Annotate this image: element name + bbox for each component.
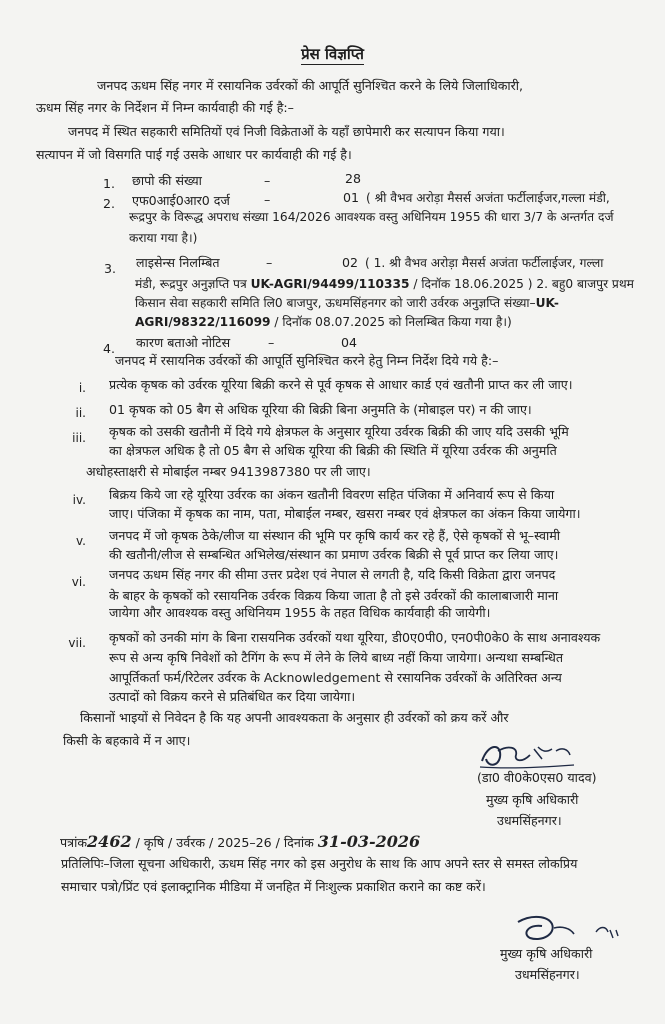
directive-line: कृषक को उसकी खतौनी में दिये गये क्षेत्रफल के अनुसार यूरिया उर्वरक बिक्री की जाए यदि उसकी भूमि bbox=[109, 424, 569, 439]
stat-dash: – bbox=[264, 192, 271, 207]
reference-number: 2462 bbox=[87, 832, 132, 851]
officer-place: उधमसिंहनगर। bbox=[515, 967, 580, 982]
officer-designation: मुख्य कृषि अधिकारी bbox=[500, 946, 593, 961]
directive-line: उत्पादों को विक्रय करने से प्रतिबंधित कर दिया जायेगा। bbox=[109, 689, 356, 704]
reference-date: 31-03-2026 bbox=[317, 832, 421, 851]
copy-to-line: प्रतिलिपिः–जिला सूचना अधिकारी, ऊधम सिंह नगर को इस अनुरोध के साथ कि आप अपने स्तर से समस्त लोकप्रिय bbox=[61, 856, 578, 871]
intro-line: ऊधम सिंह नगर के निर्देशन में निम्न कार्यवाही की गई है:– bbox=[36, 100, 294, 115]
fir-detail-line: रूद्रपुर के विरूद्ध अपराध संख्या 164/2026 आवश्यक वस्तु अधिनियम 1955 की धारा 3/7 के अन्तर्गत दर्ज bbox=[129, 210, 614, 224]
directive-number: vii. bbox=[68, 636, 86, 650]
stat-number: 3. bbox=[104, 261, 117, 276]
officer-name: (डा0 वी0के0एस0 यादव) bbox=[477, 770, 597, 785]
directive-line: 01 कृषक को 05 बैग से अधिक यूरिया की बिक्री बिना अनुमति के (मोबाइल पर) न की जाए। bbox=[109, 402, 532, 417]
stat-dash: – bbox=[266, 255, 273, 270]
license-detail-line: मंडी, रूद्रपुर अनुज्ञप्ति पत्र UK-AGRI/94499/110335 / दिनॉक 18.06.2025 ) 2. बहु0 बाजपुर प्रथम bbox=[135, 277, 634, 291]
license-detail-line: ( 1. श्री वैभव अरोड़ा मैसर्स अजंता फर्टीलाईजर, गल्ला bbox=[365, 256, 604, 270]
press-release-title: प्रेस विज्ञप्ति bbox=[301, 45, 364, 63]
directive-line: कृषकों को उनकी मांग के बिना रासयनिक उर्वरकों यथा यूरिया, डी0ए0पी0, एन0पी0के0 के साथ अनावश्यक bbox=[109, 630, 601, 645]
appeal-line: किसी के बहकावे में न आए। bbox=[63, 733, 191, 748]
copy-to-line: समाचार पत्रो/प्रिंट एवं इलाक्ट्रानिक मीडिया में जनहित में निःशुल्क प्रकाशित कराने का कष्ट करें। bbox=[61, 879, 486, 894]
directive-line: आपूर्तिकर्ता फर्म/रिटेलर उर्वरक के Acknowledgement से रसायनिक उर्वरकों के अतिरिक्त अन्य bbox=[109, 670, 562, 685]
intro-line: जनपद में स्थित सहकारी समितियों एवं निजी विक्रेताओं के यहाँ छापेमारी कर सत्यापन किया गया। bbox=[68, 124, 505, 139]
officer-designation: मुख्य कृषि अधिकारी bbox=[486, 792, 579, 807]
directive-number: iv. bbox=[72, 493, 86, 507]
stat-label: कारण बताओ नोटिस bbox=[136, 335, 231, 350]
directive-intro: जनपद में रसायनिक उर्वरकों की आपूर्ति सुनिश्चित करने हेतु निम्न निर्देश दिये गये है:– bbox=[115, 353, 499, 368]
directive-number: ii. bbox=[75, 406, 86, 420]
directive-line: जनपद ऊधम सिंह नगर की सीमा उत्तर प्रदेश एवं नेपाल से लगती है, यदि किसी विक्रेता द्वारा जनपद bbox=[109, 567, 556, 582]
directive-line: जायेगा और आवश्यक वस्तु अधिनियम 1955 के तहत विधिक कार्यवाही की जायेगी। bbox=[109, 605, 491, 620]
intro-line: जनपद ऊधम सिंह नगर में रसायनिक उर्वरकों की आपूर्ति सुनिश्चित करने के लिये जिलाधिकारी, bbox=[97, 78, 524, 93]
directive-line: की खतौनी/लीज से सम्बन्धित अभिलेख/संस्थान का प्रमाण उर्वरक बिक्री से पूर्व प्राप्त कर लिया जाए। bbox=[109, 547, 559, 562]
officer-place: उधमसिंहनगर। bbox=[497, 813, 562, 828]
stat-value: 02 bbox=[342, 255, 359, 270]
stat-number: 4. bbox=[103, 341, 116, 356]
stat-number: 1. bbox=[103, 176, 116, 191]
directive-line: प्रत्येक कृषक को उर्वरक यूरिया बिक्री करने से पूर्व कृषक से आधार कार्ड एवं खतौनी प्राप्त कर ली जाए। bbox=[109, 377, 573, 392]
directive-number: v. bbox=[76, 534, 86, 548]
signature-mark bbox=[512, 912, 632, 950]
directive-line: के बाहर के कृषकों को रसायनिक उर्वरक विक्रय किया जाता है तो इसे उर्वरकों की कालाबाजारी माना bbox=[109, 588, 559, 603]
fir-detail-line: ( श्री वैभव अरोड़ा मैसर्स अजंता फर्टीलाईजर,गल्ला मंडी, bbox=[366, 191, 610, 205]
directive-number: iii. bbox=[72, 431, 86, 445]
directive-line: रूप से अन्य कृषि निवेशों को टैगिंग के रूप में लेने के लिये बाध्य नहीं किया जायेगा। अन्यथा सम्बन्धित bbox=[109, 650, 563, 665]
directive-line: का क्षेत्रफल अधिक है तो 05 बैग से अधिक यूरिया की बिक्री की स्थिति में यूरिया उर्वरक की अनुमति bbox=[109, 443, 557, 458]
stat-label: लाइसेन्स निलम्बित bbox=[136, 255, 220, 270]
stat-label: एफ0आई0आर0 दर्ज bbox=[132, 193, 230, 208]
directive-number: i. bbox=[78, 381, 86, 395]
directive-line: अधोहस्ताक्षरी से मोबाईल नम्बर 9413987380 पर ली जाए। bbox=[86, 464, 371, 479]
stat-dash: – bbox=[264, 173, 271, 188]
stat-number: 2. bbox=[103, 196, 116, 211]
stat-value: 01 bbox=[343, 190, 360, 205]
stat-dash: – bbox=[268, 335, 275, 350]
stat-value: 28 bbox=[345, 171, 362, 186]
directive-line: बिक्रय किये जा रहे यूरिया उर्वरक का अंकन खतौनी विवरण सहित पंजिका में अनिवार्य रूप से किया bbox=[109, 487, 555, 502]
reference-line: पत्रांक2462 / कृषि / उर्वरक / 2025–26 / दिनांक 31-03-2026 bbox=[60, 832, 421, 851]
signature-mark bbox=[478, 737, 598, 773]
fir-detail-line: कराया गया है।) bbox=[129, 231, 198, 245]
directive-line: जाए। पंजिका में कृषक का नाम, पता, मोबाईल नम्बर, खसरा नम्बर एवं क्षेत्रफल का अंकन किया जायेगा। bbox=[109, 506, 581, 521]
stat-value: 04 bbox=[341, 335, 358, 350]
license-detail-line: AGRI/98322/116099 / दिनॉक 08.07.2025 को निलम्बित किया गया है।) bbox=[135, 315, 512, 329]
appeal-line: किसानों भाइयों से निवेदन है कि यह अपनी आवश्यकता के अनुसार ही उर्वरकों को क्रय करें और bbox=[80, 710, 509, 725]
stat-label: छापो की संख्या bbox=[132, 173, 202, 188]
intro-line: सत्यापन में जो विसगति पाई गई उसके आधार पर कार्यवाही की गई है। bbox=[36, 147, 352, 162]
directive-line: जनपद में जो कृषक ठेके/लीज या संस्थान की भूमि पर कृषि कार्य कर रहे हैं, ऐसे कृषकों से भू–स्वामी bbox=[109, 528, 561, 543]
directive-number: vi. bbox=[71, 575, 86, 589]
license-detail-line: किसान सेवा सहकारी समिति लि0 बाजपुर, ऊधमसिंहनगर को जारी उर्वरक अनुज्ञप्ति संख्या–UK- bbox=[135, 296, 559, 310]
